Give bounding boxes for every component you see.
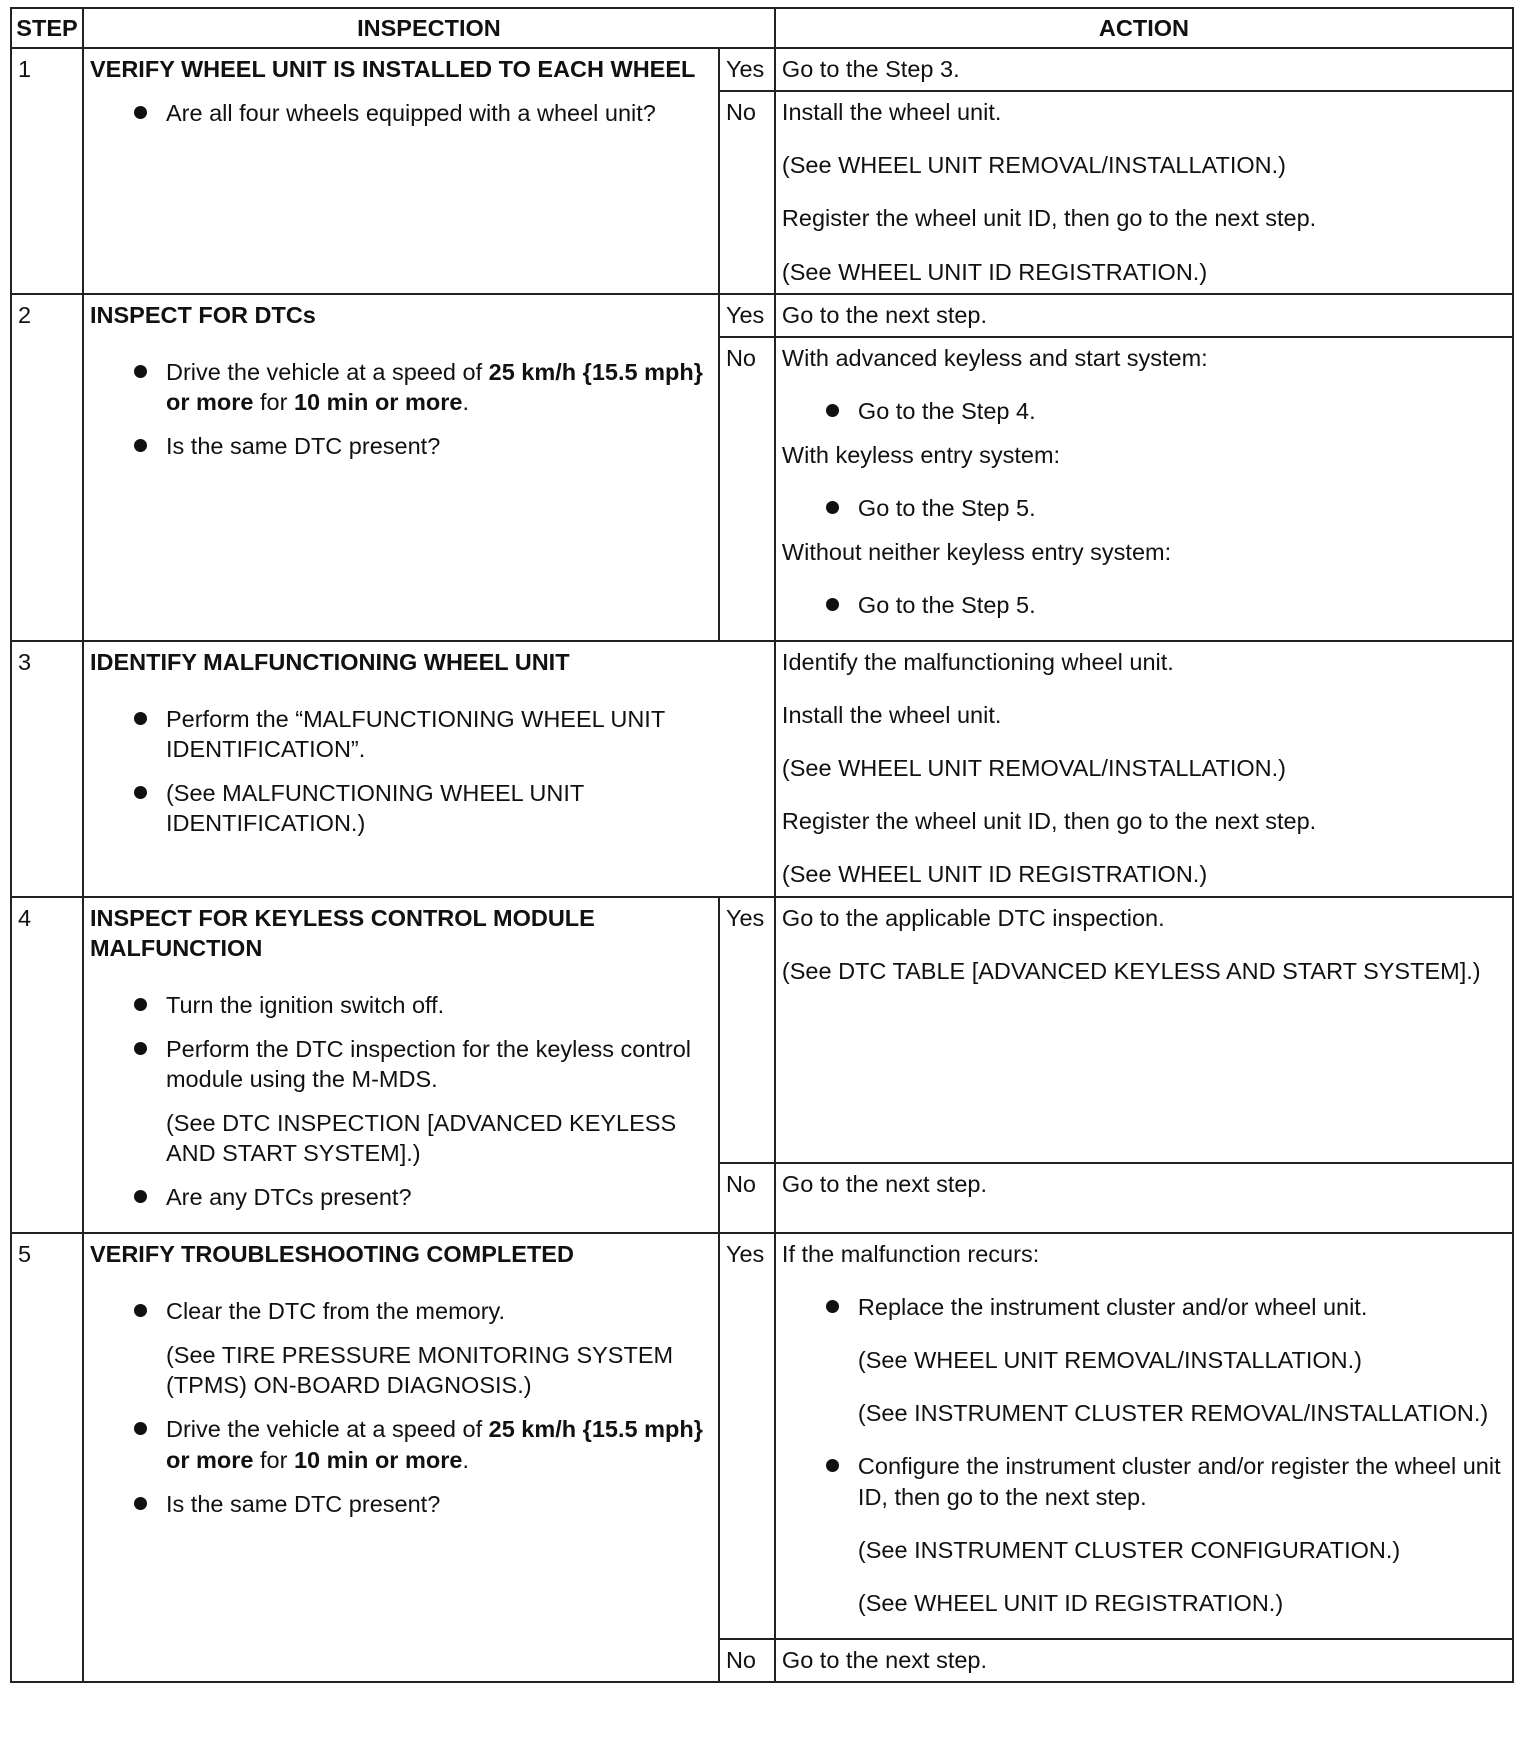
action-cell [775, 337, 1513, 641]
bullet-note: (See TIRE PRESSURE MONITORING SYSTEM (TPMS) ON-BOARD DIAGNOSIS.) [165, 1342, 674, 1399]
action-text: (See WHEEL UNIT REMOVAL/INSTALLATION.) [781, 152, 1286, 179]
step-5-yes-row [11, 1233, 1513, 1639]
step-number: 3 [11, 641, 83, 896]
action-header: ACTION [775, 8, 1513, 48]
bullet-item: Go to the Step 5. [858, 590, 1506, 620]
step-title: INSPECT FOR KEYLESS CONTROL MODULE MALFUNCTION [89, 904, 595, 961]
bullet-note: (See WHEEL UNIT REMOVAL/INSTALLATION.) [857, 1347, 1362, 1374]
step-header: STEP [11, 8, 83, 48]
action-text: Install the wheel unit. [781, 99, 1002, 126]
bullet-note: (See DTC INSPECTION [ADVANCED KEYLESS AND START SYSTEM].) [165, 1109, 677, 1166]
action-cell [775, 641, 1513, 896]
action-text: With keyless entry system: [781, 441, 1061, 468]
step-number: 4 [11, 897, 83, 1234]
action-text: Go to the next step. [781, 1170, 988, 1197]
action-text: Go to the applicable DTC inspection. [781, 904, 1165, 931]
step-number: 1 [11, 48, 83, 293]
action-cell [775, 897, 1513, 1163]
inspection-bullets [90, 357, 712, 461]
action-text: Register the wheel unit ID, then go to the next step. [781, 808, 1317, 835]
yes-label: Yes [719, 1233, 775, 1639]
action-text: (See WHEEL UNIT ID REGISTRATION.) [781, 861, 1208, 888]
action-text: (See WHEEL UNIT ID REGISTRATION.) [781, 258, 1208, 285]
action-text: Go to the next step. [781, 301, 988, 328]
action-text: Go to the Step 3. [781, 56, 960, 83]
step-number: 5 [11, 1233, 83, 1682]
action-text: Identify the malfunctioning wheel unit. [781, 649, 1174, 676]
bullet-item: Go to the Step 4. [858, 396, 1506, 426]
action-cell [775, 1233, 1513, 1639]
bullet-note: (See INSTRUMENT CLUSTER REMOVAL/INSTALLATION.) [857, 1400, 1489, 1427]
step-2-yes-row [11, 294, 1513, 337]
step-title: VERIFY TROUBLESHOOTING COMPLETED [89, 1241, 574, 1268]
step-title: INSPECT FOR DTCs [89, 301, 316, 328]
no-label: No [719, 91, 775, 293]
bullet-item: Perform the “MALFUNCTIONING WHEEL UNIT IDENTIFICATION”. [166, 704, 768, 764]
step-number: 2 [11, 294, 83, 642]
step-4-yes-row [11, 897, 1513, 1163]
bullet-item: Drive the vehicle at a speed of 25 km/h {15.5 mph} or more for 10 min or more. [166, 357, 712, 417]
bullet-item: Is the same DTC present? [166, 431, 712, 461]
no-label: No [719, 337, 775, 641]
step-title: VERIFY WHEEL UNIT IS INSTALLED TO EACH WHEEL [89, 56, 696, 83]
yes-label: Yes [719, 48, 775, 91]
step-1-yes-row [11, 48, 1513, 91]
bullet-item: Perform the DTC inspection for the keyless control module using the M-MDS. (See DTC INSPECTION [ADVANCED KEYLESS AND START SYSTEM].) [166, 1034, 712, 1168]
troubleshooting-table [10, 7, 1514, 1683]
inspection-cell [83, 641, 775, 896]
inspection-bullets [90, 990, 712, 1212]
inspection-bullets [90, 704, 768, 838]
yes-label: Yes [719, 897, 775, 1163]
action-text: With advanced keyless and start system: [781, 344, 1208, 371]
bullet-note: (See WHEEL UNIT ID REGISTRATION.) [857, 1589, 1284, 1616]
inspection-cell [83, 897, 719, 1234]
bullet-item: Replace the instrument cluster and/or wheel unit. (See WHEEL UNIT REMOVAL/INSTALLATION.) (See INSTRUMENT CLUSTER REMOVAL/INSTALLATION.) [858, 1292, 1506, 1428]
inspection-cell [83, 48, 719, 293]
bullet-note: (See INSTRUMENT CLUSTER CONFIGURATION.) [857, 1536, 1401, 1563]
action-bullets [782, 396, 1506, 426]
bullet-item: (See MALFUNCTIONING WHEEL UNIT IDENTIFICATION.) [166, 778, 768, 838]
bullet-item: Go to the Step 5. [858, 493, 1506, 523]
inspection-cell [83, 1233, 719, 1682]
action-text: (See DTC TABLE [ADVANCED KEYLESS AND START SYSTEM].) [781, 957, 1481, 984]
inspection-bullets [90, 1296, 712, 1518]
bullet-item: Are any DTCs present? [166, 1182, 712, 1212]
inspection-header: INSPECTION [83, 8, 775, 48]
action-cell [775, 48, 1513, 91]
header-row [11, 8, 1513, 48]
action-cell [775, 1639, 1513, 1682]
bullet-item: Is the same DTC present? [166, 1489, 712, 1519]
bullet-item: Clear the DTC from the memory. (See TIRE PRESSURE MONITORING SYSTEM (TPMS) ON-BOARD DIAGNOSIS.) [166, 1296, 712, 1400]
bullet-item: Configure the instrument cluster and/or register the wheel unit ID, then go to the next step. (See INSTRUMENT CLUSTER CONFIGURATION.) (See WHEEL UNIT ID REGISTRATION.) [858, 1451, 1506, 1617]
action-text: If the malfunction recurs: [781, 1241, 1040, 1268]
no-label: No [719, 1639, 775, 1682]
inspection-bullets [90, 98, 712, 128]
bullet-item: Are all four wheels equipped with a wheel unit? [166, 98, 712, 128]
step-3-row [11, 641, 1513, 896]
no-label: No [719, 1163, 775, 1234]
inspection-cell [83, 294, 719, 642]
action-cell [775, 294, 1513, 337]
action-text: Install the wheel unit. [781, 702, 1002, 729]
action-cell [775, 1163, 1513, 1234]
action-text: Go to the next step. [781, 1646, 988, 1673]
bullet-item: Drive the vehicle at a speed of 25 km/h {15.5 mph} or more for 10 min or more. [166, 1414, 712, 1474]
yes-label: Yes [719, 294, 775, 337]
action-text: Register the wheel unit ID, then go to the next step. [781, 205, 1317, 232]
action-cell [775, 91, 1513, 293]
action-text: Without neither keyless entry system: [781, 538, 1172, 565]
action-bullets [782, 590, 1506, 620]
step-title: IDENTIFY MALFUNCTIONING WHEEL UNIT [89, 649, 570, 676]
action-bullets [782, 493, 1506, 523]
action-bullets [782, 1292, 1506, 1618]
bullet-item: Turn the ignition switch off. [166, 990, 712, 1020]
action-text: (See WHEEL UNIT REMOVAL/INSTALLATION.) [781, 755, 1286, 782]
